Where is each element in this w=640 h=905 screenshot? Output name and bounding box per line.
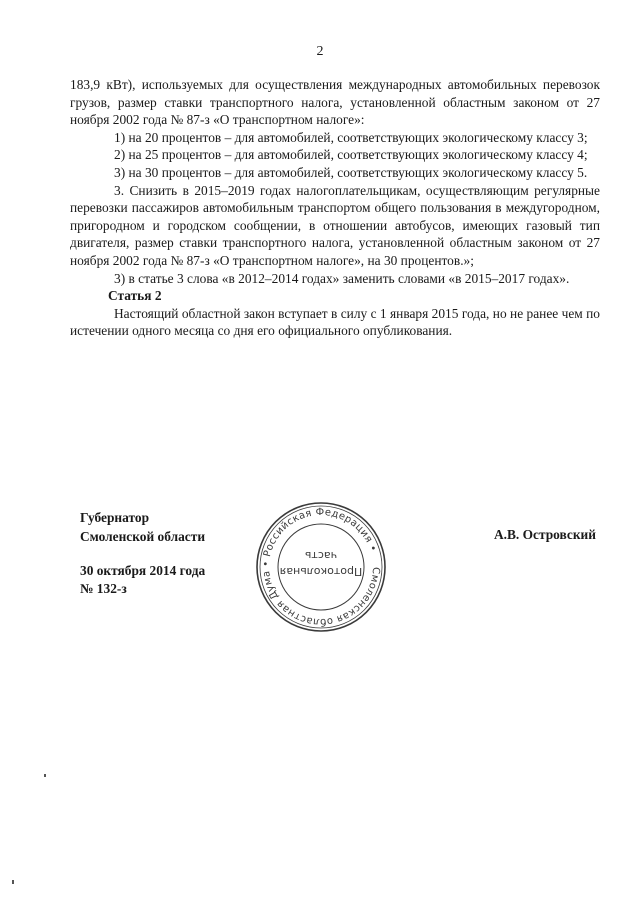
scan-mark [12,880,14,884]
article-heading: Статья 2 [108,288,162,304]
paragraph: 3) на 30 процентов – для автомобилей, соответствующих экологическому классу 5. [114,164,588,180]
law-date: 30 октября 2014 года [80,563,206,578]
paragraph: 3. Снизить в 2015–2019 годах налогоплательщикам, осуществляющим регулярные перевозки пассажиров автомобильным транспортом общего пользования в междугородном, пригородном и городском сообщении, в отношении автобусов, имеющих газовый тип двигателя, размер ставки транспортного налога, установленной областным законом от 27 ноября 2002 года № 87-з «О транспортном налоге», на 30 процентов.»; [70,182,600,268]
signatory-title [80,508,205,546]
article-text: Настоящий областной закон вступает в силу с 1 января 2015 года, но не ранее чем по истечении одного месяца со дня его официального опубликования. [70,305,600,339]
page-number: 2 [316,44,324,59]
official-stamp [254,500,388,634]
paragraph: 3) в статье 3 слова «в 2012–2014 годах» заменить словами «в 2015–2017 годах». [114,270,570,286]
paragraph: 1) на 20 процентов – для автомобилей, соответствующих экологическому классу 3; [114,129,588,145]
law-number: № 132-з [80,581,127,596]
stamp-inner-text: Протокольная [279,565,363,578]
paragraph: 2) на 25 процентов – для автомобилей, соответствующих экологическому классу 4; [114,147,588,163]
stamp-outer-text: Смоленская областная Дума • Российская Федерация • [260,506,382,628]
stamp-inner-text: часть [304,549,338,562]
scan-mark [44,774,46,777]
signatory-name: А.В. Островский [493,527,596,542]
paragraph: 183,9 кВт), используемых для осуществления международных автомобильных перевозок грузов, размер ставки транспортного налога, установленной областным законом от 27 ноября 2002 года № 87-з «О транспортном налоге»: [70,77,600,128]
signatory-title-line: Смоленской области [80,529,206,544]
signatory-title-line: Губернатор [80,510,150,525]
body-text [70,76,600,340]
stamp-seal [254,500,388,634]
law-date-number [80,562,205,598]
